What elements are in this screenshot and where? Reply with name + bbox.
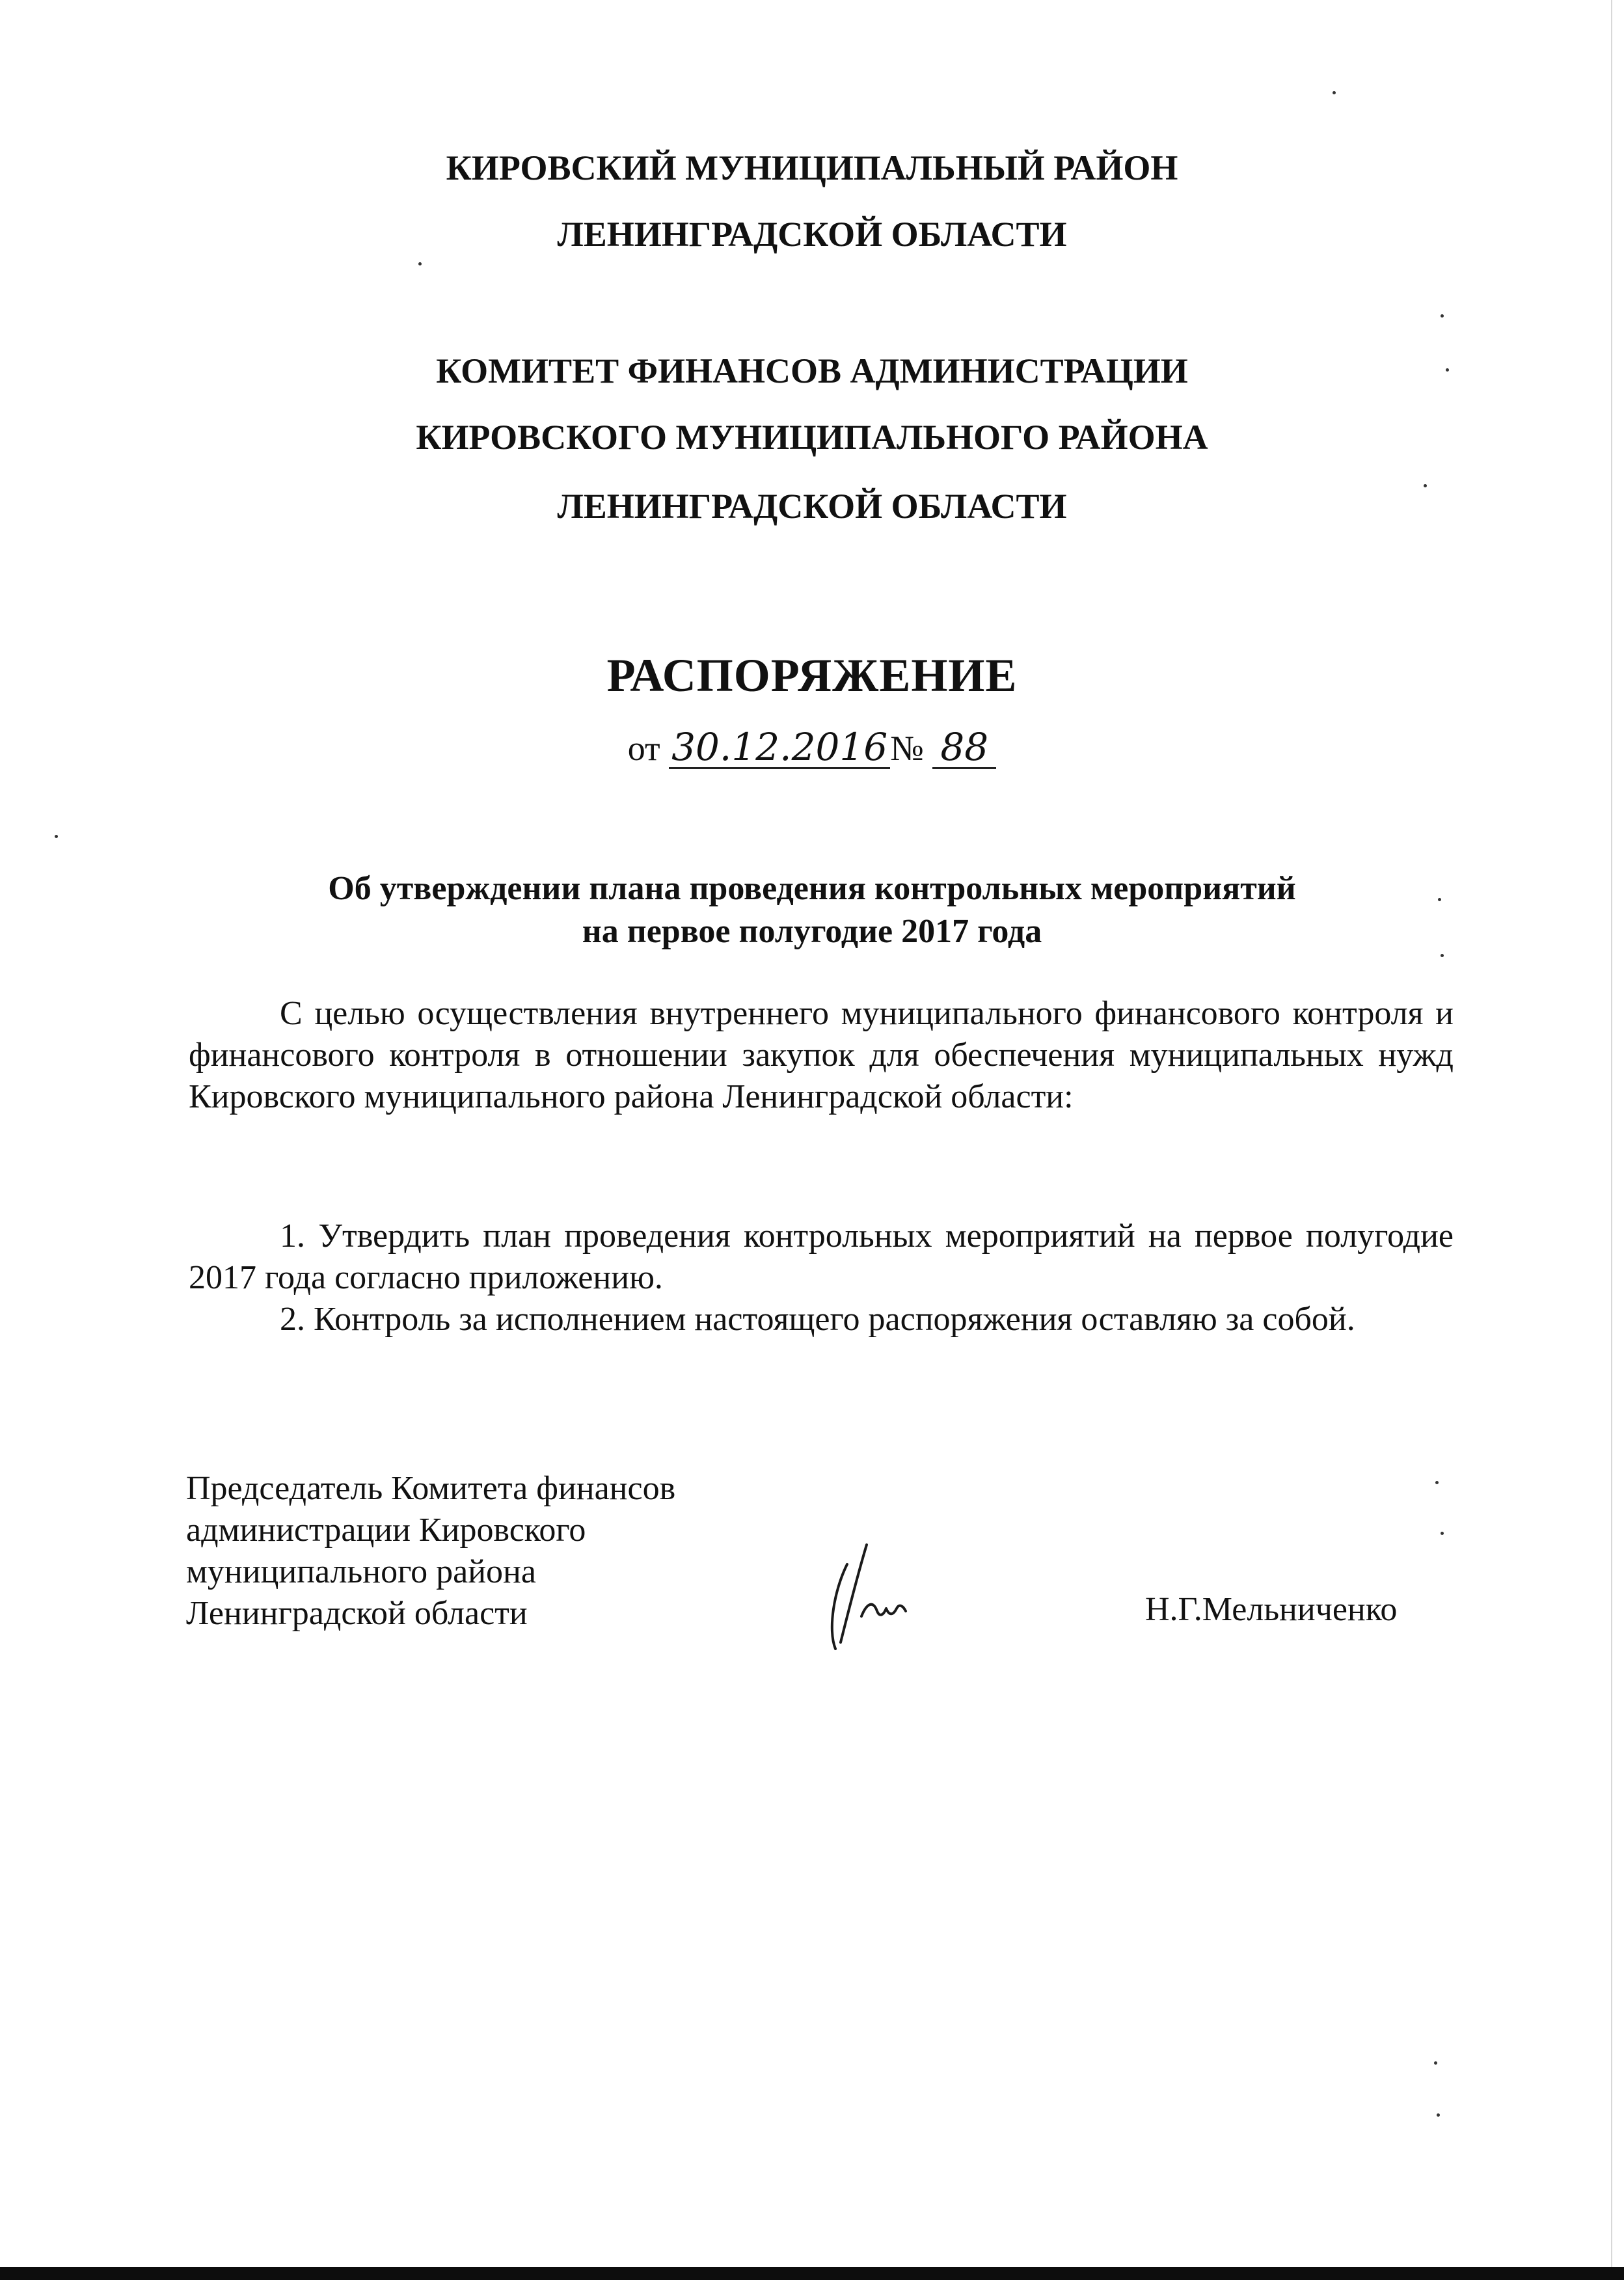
document-date-number-line [0,727,1624,769]
document-type-title: РАСПОРЯЖЕНИЕ [606,649,1018,701]
scan-speck [1441,1532,1444,1535]
scan-speck [1441,954,1444,957]
signatory-position [186,1468,675,1635]
header-district-line1: КИРОВСКИЙ МУНИЦИПАЛЬНЫЙ РАЙОН [446,148,1178,187]
body-items [189,1215,1454,1340]
position-line3: муниципального района [186,1553,536,1590]
position-line2: администрации Кировского [186,1512,586,1549]
scan-speck [418,262,422,265]
position-line4: Ленинградской области [186,1595,528,1632]
header-committee-line1: КОМИТЕТ ФИНАНСОВ АДМИНИСТРАЦИИ [436,351,1188,390]
scan-speck [1437,2113,1440,2117]
scan-speck [1438,898,1441,901]
scan-edge [1611,0,1612,2267]
body-preamble [189,993,1454,1118]
position-line1: Председатель Комитета финансов [186,1470,676,1507]
scan-speck [1435,1481,1439,1484]
handwritten-number: 88 [932,728,996,769]
scan-bottom-border [0,2267,1624,2280]
subject-line2: на первое полугодие 2017 года [582,913,1042,950]
item-2-paragraph: 2. Контроль за исполнением настоящего распоряжения оставляю за собой. [280,1301,1355,1338]
number-prefix: № [890,729,924,768]
handwritten-signature [821,1538,925,1655]
subject-line1: Об утверждении плана проведения контрольных мероприятий [328,870,1296,907]
scan-speck [1434,2061,1437,2065]
scan-speck [55,835,58,838]
signer-name: Н.Г.Мельниченко [1145,1591,1398,1628]
header-committee-line3: ЛЕНИНГРАДСКОЙ ОБЛАСТИ [557,487,1067,526]
handwritten-date: 30.12.2016 [669,728,890,769]
scan-speck [1333,91,1336,94]
scan-speck [1424,484,1427,487]
scan-speck [1441,314,1444,318]
preamble-paragraph: С целью осуществления внутреннего муниципального финансового контроля и финансового контроля в отношении закупок для обеспечения муниципальных нужд Кировского муниципального района Ленинградской области: [189,995,1454,1115]
scan-speck [1446,368,1449,372]
header-district-line2: ЛЕНИНГРАДСКОЙ ОБЛАСТИ [557,215,1067,254]
item-1-paragraph: 1. Утвердить план проведения контрольных мероприятий на первое полугодие 2017 года согласно приложению. [189,1217,1454,1296]
header-committee-line2: КИРОВСКОГО МУНИЦИПАЛЬНОГО РАЙОНА [416,418,1208,457]
date-prefix: от [627,729,660,768]
